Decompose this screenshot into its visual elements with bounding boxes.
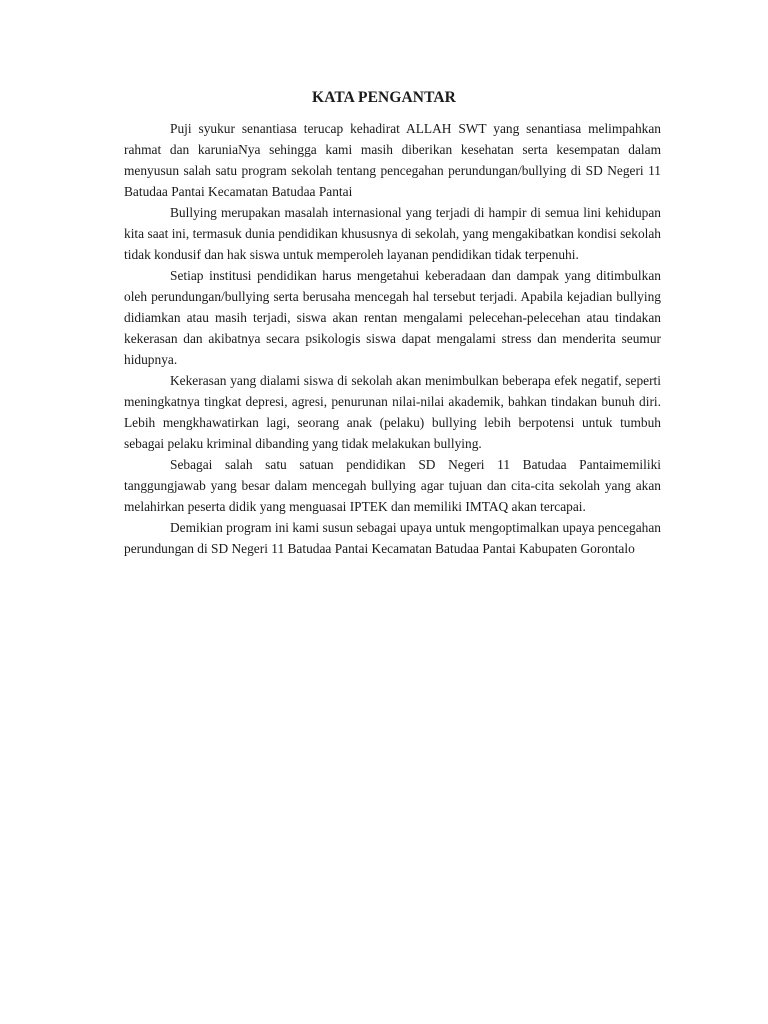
paragraph-1: Puji syukur senantiasa terucap kehadirat ALLAH SWT yang senantiasa melimpahkan rahmat dan karuniaNya sehingga kami masih diberikan kesehatan serta kesempatan dalam menyusun salah satu program sekolah tentang pencegahan perundungan/bullying di SD Negeri 11 Batudaa Pantai Kecamatan Batudaa Pantai bbox=[124, 121, 661, 199]
body-text bbox=[124, 118, 661, 559]
page-title: KATA PENGANTAR bbox=[312, 89, 456, 106]
paragraph-6: Demikian program ini kami susun sebagai upaya untuk mengoptimalkan upaya pencegahan perundungan di SD Negeri 11 Batudaa Pantai Kecamatan Batudaa Pantai Kabupaten Gorontalo bbox=[124, 520, 661, 556]
paragraph-2: Bullying merupakan masalah internasional yang terjadi di hampir di semua lini kehidupan kita saat ini, termasuk dunia pendidikan khususnya di sekolah, yang mengakibatkan kondisi sekolah tidak kondusif dan hak siswa untuk memperoleh layanan pendidikan tidak terpenuhi. bbox=[124, 205, 661, 262]
paragraph-5: Sebagai salah satu satuan pendidikan SD Negeri 11 Batudaa Pantaimemiliki tanggungjawab yang besar dalam mencegah bullying agar tujuan dan cita-cita sekolah yang akan melahirkan peserta didik yang menguasai IPTEK dan memiliki IMTAQ akan tercapai. bbox=[124, 457, 661, 514]
paragraph-3: Setiap institusi pendidikan harus mengetahui keberadaan dan dampak yang ditimbulkan oleh perundungan/bullying serta berusaha mencegah hal tersebut terjadi. Apabila kejadian bullying didiamkan atau masih terjadi, siswa akan rentan mengalami pelecehan-pelecehan atau tindakan kekerasan dan akibatnya secara psikologis siswa dapat mengalami stress dan menderita seumur hidupnya. bbox=[124, 268, 661, 367]
paragraph-4: Kekerasan yang dialami siswa di sekolah akan menimbulkan beberapa efek negatif, seperti meningkatnya tingkat depresi, agresi, penurunan nilai-nilai akademik, bahkan tindakan bunuh diri. Lebih mengkhawatirkan lagi, seorang anak (pelaku) bullying lebih berpotensi untuk tumbuh sebagai pelaku kriminal dibanding yang tidak melakukan bullying. bbox=[124, 373, 661, 451]
